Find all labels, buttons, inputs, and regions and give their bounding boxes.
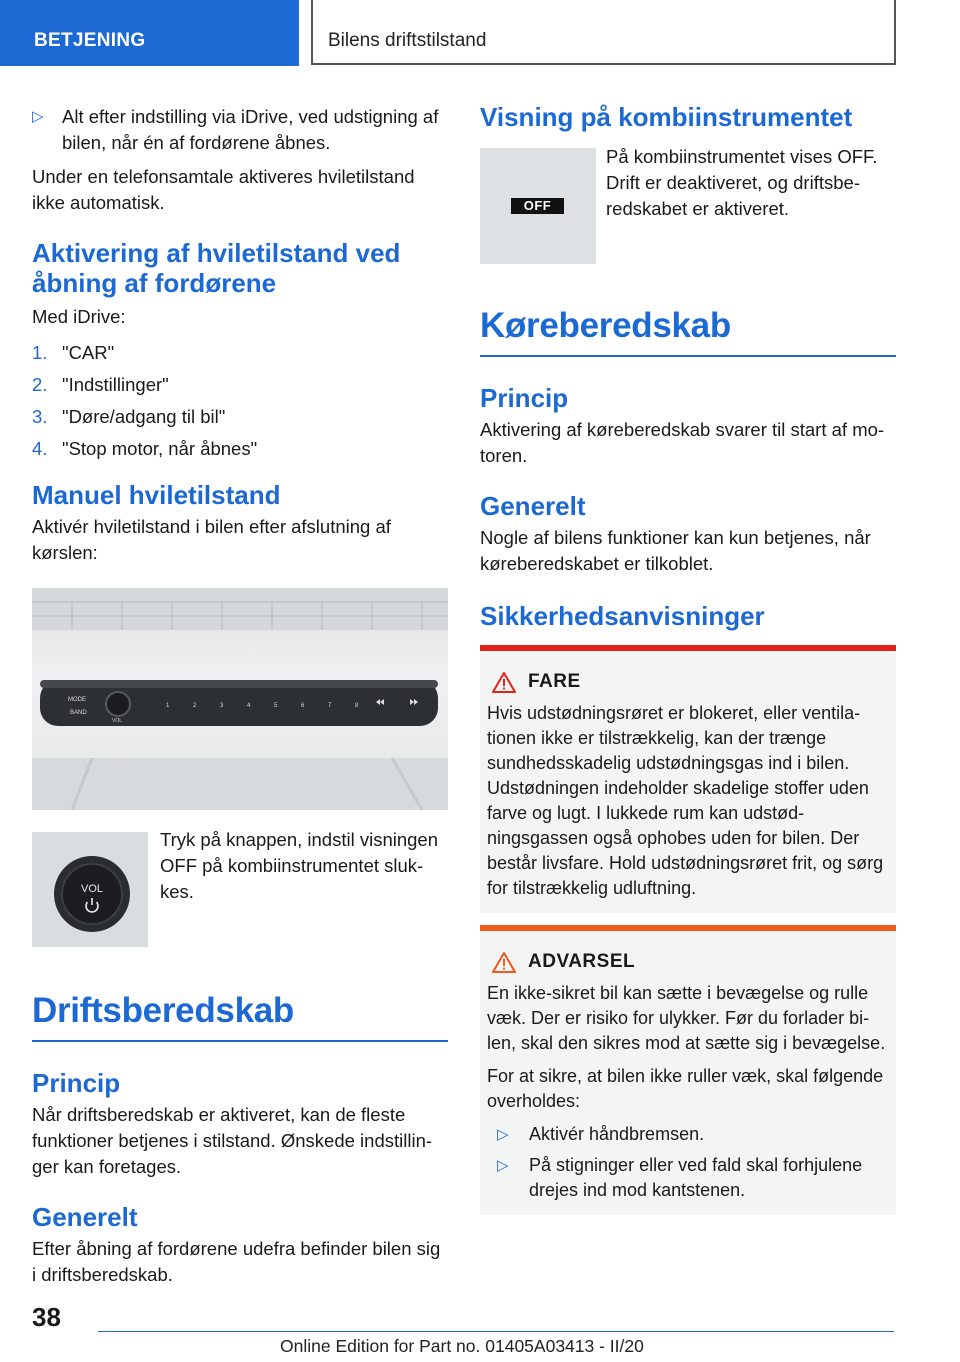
heading-princip: Princip [480,383,569,413]
knob-vol-label: VOL [80,883,104,895]
preset-4: 4 [247,703,251,709]
danger-text: Hvis udstødningsrøret er blokeret, eller ventilationen ikke er tilstrækkelig, kan der trænge sundhedsskadelig udstødningsgas ind i bilen. Udstødningen indeholder skadelige stoffer uden farve og lugt. I lukkede rum kan udstødningsgassen også ophobes uden for bilen. Der består livsfare. Hold udstødningsrøret frit, og sørg for tilstrækkelig udluftning. [487,703,884,898]
heading-driftsberedskab: Driftsberedskab [32,991,294,1030]
heading-generelt: Generelt [32,1202,138,1232]
preset-3: 3 [220,703,224,709]
mode-label: MODE [68,697,86,703]
paragraph: Med iDrive: [32,306,126,327]
list-item: ▷ På stigninger eller ved fald skal forhjulene drejes ind mod kantstenen. [497,1155,863,1200]
danger-title: FARE [528,671,581,692]
paragraph: Nogle af bilens funktioner kan kun betjenes, når køreberedskabet er tilkoblet. [480,527,871,574]
radio-panel-illustration [32,588,448,810]
heading-koereberedskab: Køreberedskab [480,306,731,345]
radio-panel-image [32,588,448,810]
warning-title: ADVARSEL [528,951,636,972]
off-badge: OFF [511,198,564,214]
triangle-right-icon: ▷ [497,1157,509,1174]
list-item: ▷ Alt efter indstilling via iDrive, ved udstigning af bilen, når én af fordørene åbnes. [32,106,439,153]
list-item: 1. "CAR" [32,342,115,363]
off-display-image [480,148,596,264]
list-item: 3. "Døre/adgang til bil" [32,406,226,427]
steps-list [32,340,448,462]
off-display-block [480,148,896,266]
heading-princip: Princip [32,1068,121,1098]
preset-6: 6 [301,703,305,709]
danger-box [480,645,896,913]
preset-1: 1 [166,703,170,709]
warning-text-2: For at sikre, at bilen ikke ruller væk, skal følgende overholdes: [487,1066,884,1111]
left-column [32,100,448,1288]
page-number: 38 [32,1302,61,1332]
heading-activation: Aktivering af hviletilstand ved åbning af fordørene [32,238,401,298]
paragraph: Aktivering af køreberedskab svarer til start af motoren. [480,419,885,466]
triangle-right-icon: ▷ [497,1126,509,1143]
heading-visning: Visning på kombiinstrumentet [480,102,853,132]
heading-generelt: Generelt [480,491,586,521]
warning-text-1: En ikke-sikret bil kan sætte i bevægelse og rulle væk. Der er risiko for ulykker. Før du forlader bilen, skal den sikres mod at sætte sig i bevægelse. [487,983,886,1053]
right-column [480,102,896,1215]
divider [32,1040,448,1042]
vol-label: VOL [112,718,123,724]
preset-5: 5 [274,703,278,709]
preset-2: 2 [193,703,197,709]
heading-manual: Manuel hviletilstand [32,480,281,510]
warning-triangle-icon [492,952,516,973]
footer-divider [98,1331,894,1332]
knob-instruction: Tryk på knappen, indstil visningen OFF på kombiinstrumentet slukkes. [160,829,438,902]
volume-knob-image [32,832,148,947]
divider [480,355,896,357]
band-label: BAND [70,710,87,716]
paragraph: Når driftsberedskab er aktiveret, kan de fleste funktioner betjenes i stilstand. Ønskede indstillinger kan foretages. [32,1104,433,1177]
warning-box [480,925,896,1215]
visning-text: På kombiinstrumentet vises OFF. Drift er deaktiveret, og driftsberedskabet er aktiveret. [606,146,878,219]
triangle-right-icon: ▷ [32,108,44,125]
heading-sikkerhed: Sikkerhedsanvisninger [480,601,765,631]
preset-7: 7 [328,703,332,709]
list-item: 4. "Stop motor, når åbnes" [32,438,258,459]
preset-8: 8 [355,703,359,709]
page-header [0,0,960,66]
chapter-tab: Bilens driftstilstand [311,0,896,65]
warning-triangle-icon [492,672,516,693]
danger-top-line [480,645,896,651]
knob-block [32,829,448,947]
list-item: ▷ Aktivér håndbremsen. [497,1122,888,1147]
paragraph: Aktivér hviletilstand i bilen efter afslutning af kørslen: [32,516,391,563]
section-tab: BETJENING [0,0,299,66]
list-item: 2. "Indstillinger" [32,374,169,395]
warning-top-line [480,925,896,931]
paragraph: Efter åbning af fordørene udefra befinder bilen sig i driftsberedskab. [32,1238,441,1285]
footer-edition: Online Edition for Part no. 01405A03413 - II/20 [280,1336,644,1356]
paragraph: Under en telefonsamtale aktiveres hviletilstand ikke automatisk. [32,166,415,213]
